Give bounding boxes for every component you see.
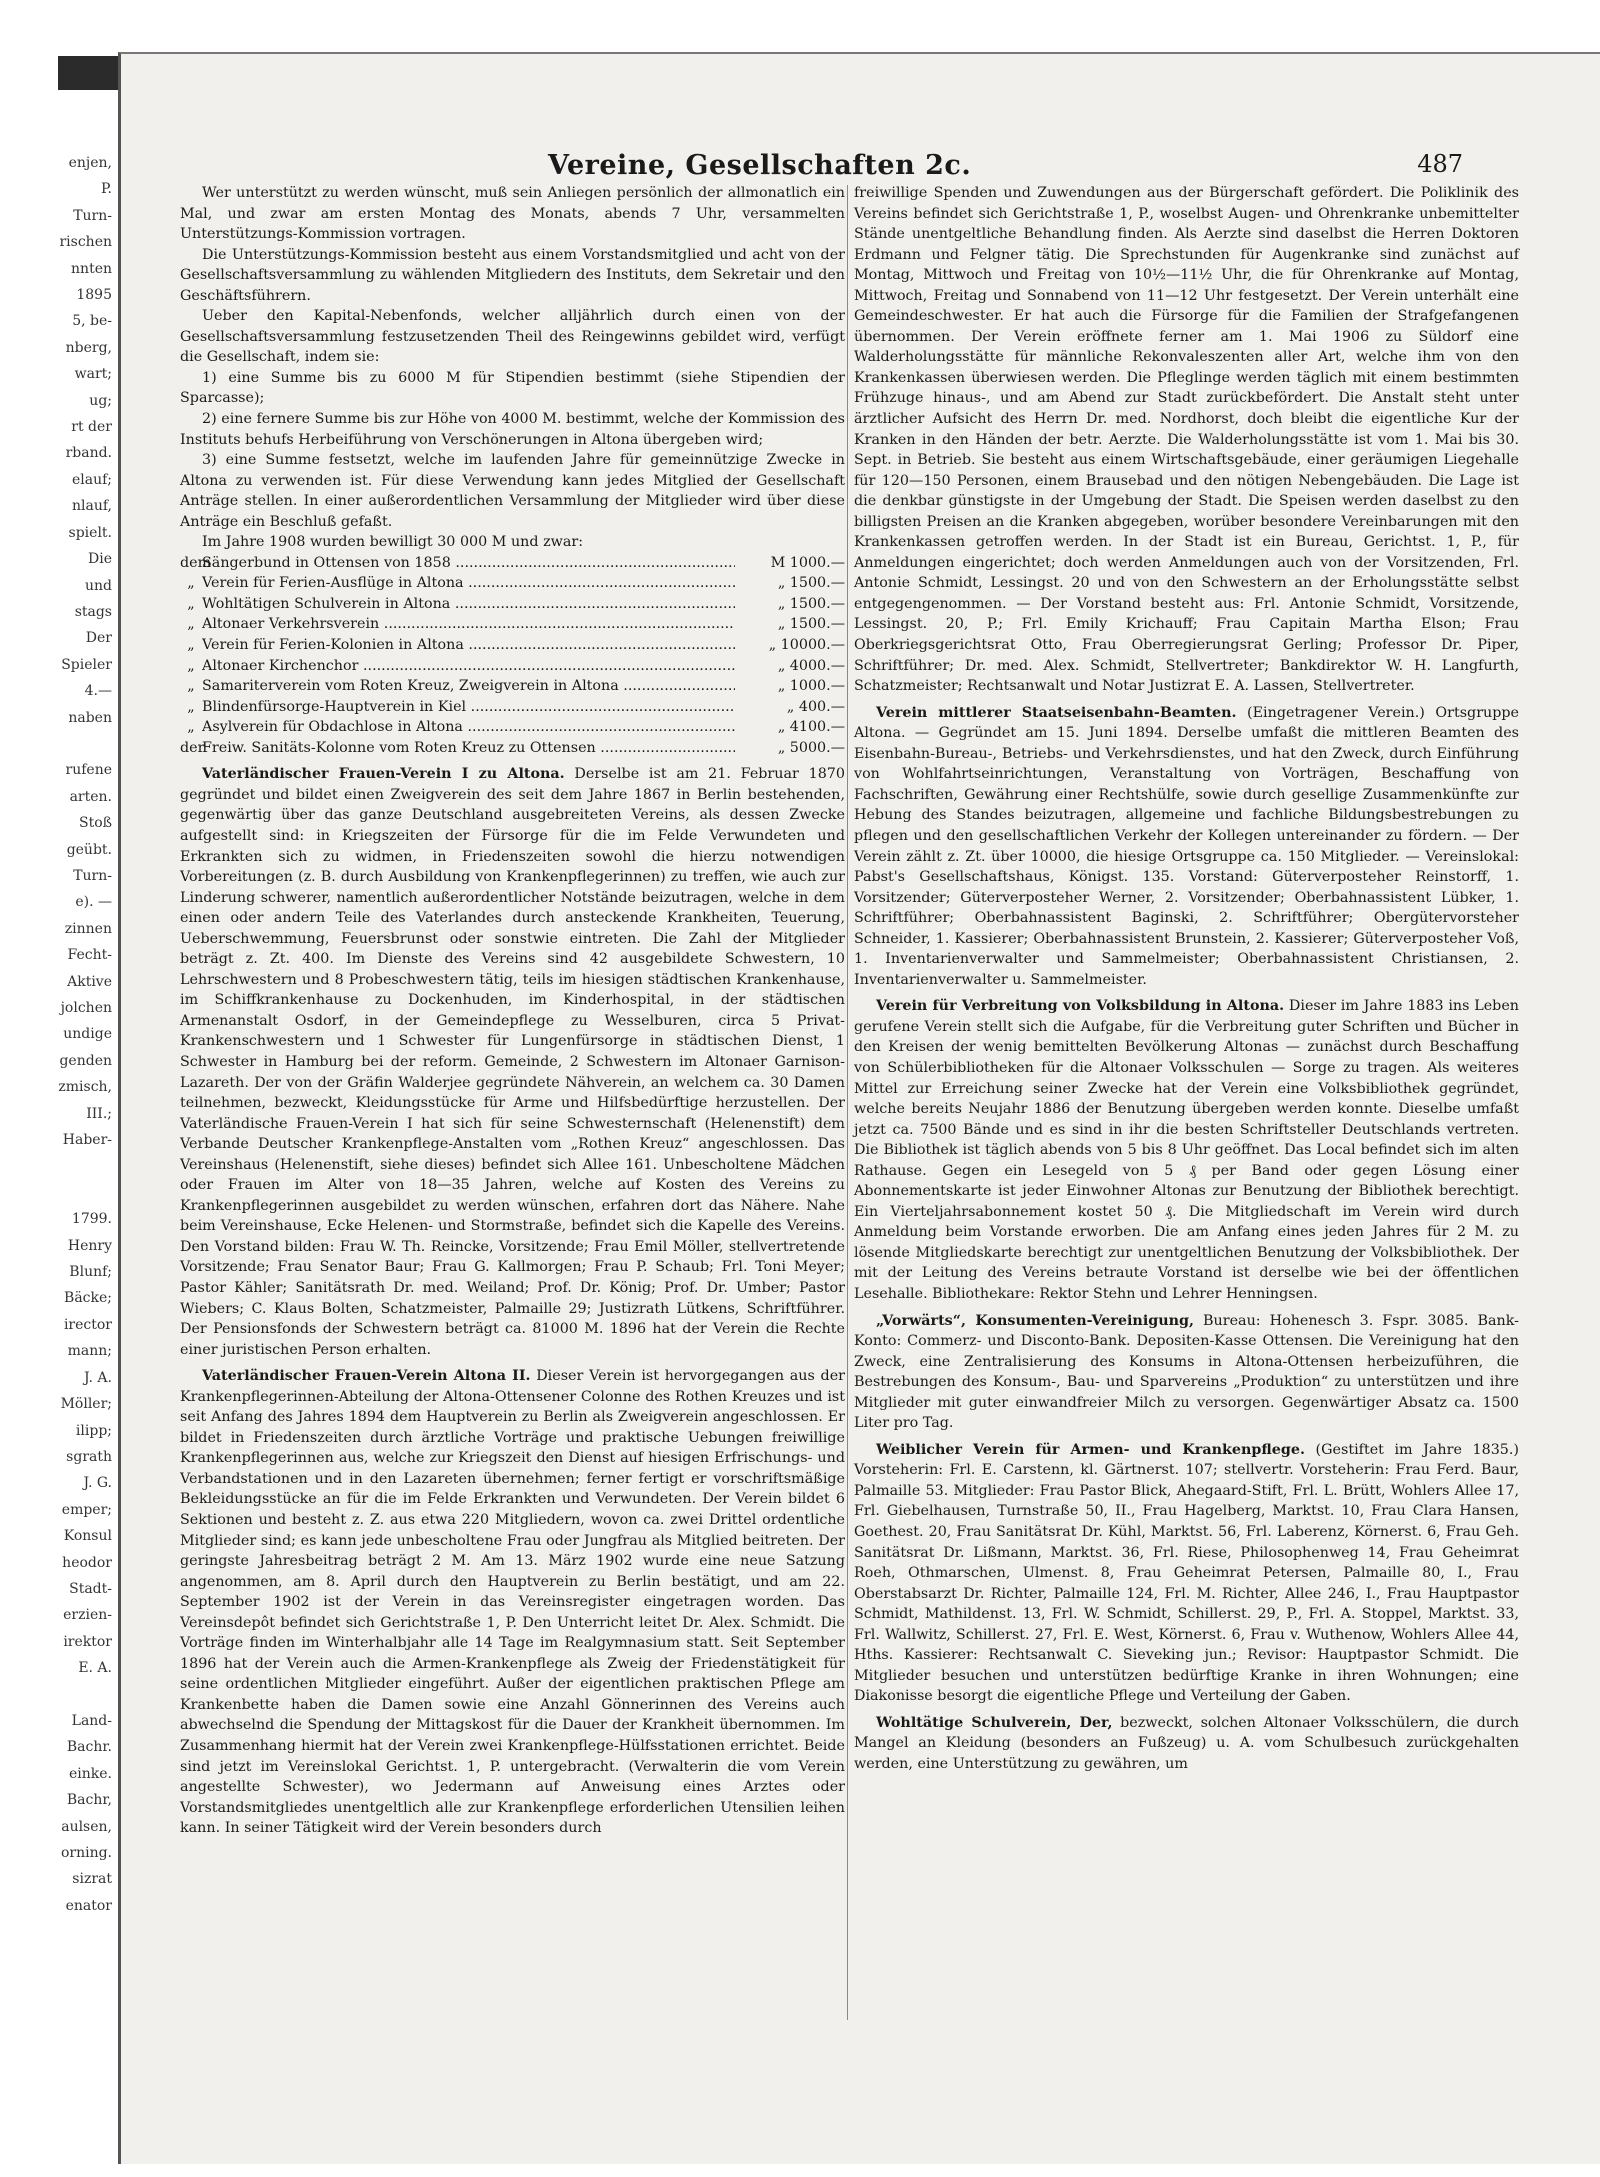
margin-fragment: Bachr, — [66, 1792, 112, 1809]
margin-fragment: jolchen — [60, 1000, 112, 1016]
margin-fragment: sgrath — [66, 1448, 112, 1465]
grant-row: „ Asylverein für Obdachlose in Altona ..... „ 4100.— — [180, 717, 845, 738]
grant-row: dem Sängerbund in Ottensen von 1858 ..... M 1000.— — [180, 553, 845, 574]
margin-fragment: Blunf; — [69, 1264, 112, 1281]
margin-fragment: rischen — [59, 234, 112, 251]
entry-body: Dieser im Jahre 1883 ins Leben gerufene Verein stellt sich die Aufgabe, für die Verbreitung guter Schriften und Bücher in den Kreisen der wenig bemittelten Bevölkerung Altonas — zunächst durch Beschaffung von Schülerbibliotheken für die Altonaer Volksschulen — Sorge zu tragen. Als weiteres Mittel zur Erreichung seiner Zwecke hat der Verein eine Volksbibliothek gegründet, welche bereits Neujahr 1886 der Benutzung übergeben werden konnte. Dieselbe umfaßt jetzt ca. 7500 Bände und es sind in ihr die besten Schriftsteller Deutschlands vertreten. Die Bibliothek ist täglich abends von 5 bis 8 Uhr geöffnet. Das Local befindet sich im alten Rathause. Gegen ein Lesegeld von 5 ₰ per Band oder gegen Lösung einer Abonnementskarte ist jeder Einwohner Altonas zur Benutzung der Bibliothek berechtigt. Ein Vierteljahrsabonnement kostet 50 ₰. Die Mitgliedschaft im Verein wird durch Anmeldung beim Vorstande erworben. Die am Anfang eines jeden Jahres für 2 M. zu lösende Mitgliedskarte berechtigt zur unentgeltlichen Benutzung der Volksbibliothek. Der mit der Leitung des Vereins betraute Vorstand ist derselbe wie bei der öffentlichen Lesehalle. Bibliothekare: Rektor Stehn und Lehrer Henningsen. — [854, 998, 1520, 1302]
margin-fragment: heodor — [62, 1554, 112, 1571]
intro-paragraph: Wer unterstützt zu werden wünscht, muß sein Anliegen persönlich der allmonatlich ein Mal, und zwar am ersten Montag des Monats, abends 7 Uhr, versammelten Unterstützungs-Kommission vortragen. — [180, 185, 845, 243]
right-column — [854, 183, 1519, 1775]
margin-fragment: Bäcke; — [64, 1290, 112, 1307]
margin-fragment: Land- — [71, 1712, 112, 1729]
margin-fragment: irector — [63, 1316, 112, 1333]
left-page-margin — [0, 150, 112, 1920]
list-item: 3) eine Summe festsetzt, welche im laufenden Jahre für gemeinnützige Zwecke in Altona zu verwenden ist. Für diese Verwendung kann jedes Mitglied der Gesellschaft Anträge stellen. In einer außerordentlichen Versammlung der Mitglieder wird über diese Anträge ein Beschluß gefaßt. — [180, 452, 845, 530]
entry-body: Derselbe ist am 21. Februar 1870 gegründet und bildet einen Zweigverein des seit dem Jahre 1867 in Berlin bestehenden, gegenwärtig über das ganze Deutschland ausgebreiteten Vereins, als dessen Zwecke aufgestellt sind: in Kriegszeiten der Fürsorge für die im Felde Verwundeten und Erkrankten sich zu widmen, in Friedenszeiten sowohl die hierzu notwendigen Vorbereitungen (z. B. durch Ausbildung von Krankenpflegerinnen) zu treffen, wie auch zur Linderung schwerer, namentlich außerordentlicher Notstände beizutragen, welche in dem einen oder andern Teile des Vaterlandes durch ansteckende Krankheiten, Teuerung, Ueberschwemmung, Feuersbrunst oder sonstwie eintreten. Die Zahl der Mitglieder beträgt z. Zt. 400. Im Dienste des Vereins sind 42 ausgebildete Schwestern, 10 Lehrschwestern und 8 Probeschwestern tätig, teils im hiesigen städtischen Krankenhause, im Schiffkrankenhause zu Dockenhuden, im Kinderhospital, in der städtischen Armenanstalt Osdorf, in der Gemeindepflege zu Wesselburen, circa 5 Privat-Krankenschwestern und 1 Schwester für Lungenfürsorge in städtischen Dienst, 1 Schwester in Hamburg bei der reform. Gemeinde, 2 Schwestern im Altonaer Garnison-Lazareth. Der von der Gräfin Walderjee gegründete Nähverein, an welchem ca. 30 Damen teilnehmen, bezweckt, Kleidungsstücke für Arme und Hilfsbedürftige herzustellen. Der Vaterländische Frauen-Verein I hat sich für seine Schwesternschaft (Helenenstift) dem Verbande Deutscher Krankenpflege-Anstalten vom „Rothen Kreuz“ angeschlossen. Das Vereinshaus (Helenenstift, siehe dieses) befindet sich Allee 161. Unbescholtene Mädchen oder Frauen im Alter von 18—35 Jahren, welche auf Kosten des Vereins zu Krankenpflegerinnen ausgebildet zu werden wünschen, erfahren dort das Nähere. Nahe beim Vereinshause, Ecke Helenen- und Stormstraße, befindet sich die Kapelle des Vereins. Den Vorstand bilden: Frau W. Th. Reincke, Vorsitzende; Frau Emil Möller, stellvertretende Vorsitzende; Frau Senator Baur; Frau G. Kallmorgen; Frau P. Schaub; Frl. Toni Meyer; Pastor Kähler; Sanitätsrath Dr. med. Weiland; Prof. Dr. König; Prof. Dr. Umber; Pastor Wiebers; C. Klaus Bolten, Schatzmeister, Palmaille 29; Justizrath Lütkens, Schriftführer. Der Pensionsfonds der Schwestern beträgt ca. 81000 M. 1896 hat der Verein die Rechte einer juristischen Person erhalten. — [180, 766, 845, 1358]
entry-heading: Wohltätige Schulverein, Der, — [876, 1714, 1113, 1731]
page-number: 487 — [1417, 150, 1463, 178]
margin-fragment: Turn- — [73, 867, 112, 884]
grant-row: „ Verein für Ferien-Ausflüge in Altona ..... „ 1500.— — [180, 573, 845, 594]
grant-row: „ Samariterverein vom Roten Kreuz, Zweigverein in Altona ..... „ 1000.— — [180, 676, 845, 697]
grant-row: „ Verein für Ferien-Kolonien in Altona ..... „ 10000.— — [180, 635, 845, 656]
margin-fragment: spielt. — [68, 524, 112, 541]
list-item: 1) eine Summe bis zu 6000 M für Stipendien bestimmt (siehe Stipendien der Sparcasse); — [180, 369, 845, 407]
margin-fragment: J. A. — [84, 1369, 112, 1386]
margin-fragment: geübt. — [66, 841, 112, 858]
margin-fragment: 4.— — [84, 683, 112, 700]
margin-fragment — [0, 1682, 112, 1708]
entry-vaterlaendischer-frauen-verein-1 — [180, 764, 845, 1360]
margin-fragment: E. A. — [78, 1660, 112, 1677]
entry-heading: Vaterländischer Frauen-Verein Altona II. — [202, 1368, 531, 1385]
entry-verein-mittlerer-staatseisenbahn-beamten — [854, 703, 1519, 991]
intro-paragraph: Die Unterstützungs-Kommission besteht aus einem Vorstandsmitglied und acht von der Gesellschaftsversammlung zu wählenden Mitgliedern des Instituts, dem Sekretair und den Geschäftsführern. — [180, 246, 845, 304]
entry-body: (Eingetragener Verein.) Ortsgruppe Altona. — Gegründet am 15. Juni 1894. Derselbe umfaßt die mittleren Beamten des Eisenbahn-Bureau-, Betriebs- und Verkehrsdienstes, und hat den Zweck, durch Einführung von Wohlfahrtseinrichtungen, Veranstaltung von Vorträgen, Beschaffung von Fachschriften, Gewährung einer Rechtshülfe, sowie durch gesellige Zusammenkünfte zur Hebung des Standes beizutragen, allgemeine und fachliche Bildungsbestrebungen zu pflegen und den gesellschaftlichen Verkehr der Kollegen untereinander zu fördern. — Der Verein zählt z. Zt. über 10000, die hiesige Ortsgruppe ca. 150 Mitglieder. — Vereinslokal: Pabst's Gesellschaftshaus, Königst. 135. Vorstand: Güterverposteher Reinstorff, 1. Vorsitzender; Güterverposteher Werner, 2. Vorsitzender; Oberbahnassistent Lübker, 1. Schriftführer; Oberbahnassistent Baginski, 2. Schriftführer; Obergütervorsteher Schneider, 1. Kassierer; Oberbahnassistent Brunstein, 2. Kassierer; Güterverposteher Voß, 1. Inventarienverwalter und Sammelmeister; Oberbahnassistent Christiansen, 2. Inventarienverwalter u. Sammelmeister. — [854, 704, 1519, 988]
entry-heading: „Vorwärts“, Konsumenten-Vereinigung, — [876, 1312, 1195, 1329]
left-column — [180, 183, 845, 1839]
margin-fragment: einke. — [69, 1765, 112, 1782]
margin-fragment: rufene — [65, 762, 112, 779]
margin-fragment: mann; — [67, 1343, 112, 1360]
margin-fragment: elauf; — [71, 471, 112, 488]
entry-heading: Vaterländischer Frauen-Verein I zu Altona. — [202, 766, 565, 783]
margin-fragment: Aktive — [67, 973, 112, 990]
margin-fragment: Stadt- — [69, 1580, 112, 1597]
margin-fragment: 1895 — [76, 287, 112, 304]
grant-row: „ Blindenfürsorge-Hauptverein in Kiel ..... „ 400.— — [180, 697, 845, 718]
margin-fragment: Konsul — [63, 1528, 112, 1545]
margin-fragment: ug; — [89, 392, 112, 409]
margin-fragment: zmisch, — [58, 1079, 112, 1096]
margin-fragment: Der — [85, 630, 112, 647]
margin-fragment: Stoß — [79, 815, 112, 832]
margin-fragment: Fecht- — [67, 947, 112, 964]
entry-weiblicher-verein — [854, 1440, 1519, 1707]
entry-heading: Verein für Verbreitung von Volksbildung in Altona. — [876, 998, 1285, 1015]
entry-body: (Gestiftet im Jahre 1835.) Vorsteherin: Frl. E. Carstenn, kl. Gärtnerst. 107; stellvertr. Vorsteherin: Frau Ferd. Baur, Palmaille 53. Mitglieder: Frau Pastor Blick, Ahegaard-Stift, Frl. L. Brütt, Wohlers Allee 17, Frl. Giebelhausen, Turnstraße 50, II., Frau Hagelberg, Marktst. 10, Frau Clara Hansen, Goethest. 20, Frau Sanitätsrat Dr. Kühl, Marktst. 56, Frl. Laberenz, Körnerst. 6, Frau Geh. Sanitätsrat Dr. Lißmann, Marktst. 36, Frl. Riese, Philosophenweg 14, Frau Geheimrat Roeh, Othmarschen, Ulmenst. 8, Frau Geheimrat Petersen, Palmaille 80, I., Frau Oberstabsarzt Dr. Richter, Palmaille 124, Frl. M. Richter, Allee 246, I., Frau Hauptpastor Schmidt, Mathildenst. 13, Frl. W. Schmidt, Schillerst. 29, P., Frl. A. Stoppel, Marktst. 33, Frl. Wallwitz, Schillerst. 27, Frl. E. West, Körnerst. 6, Frau v. Wuthenow, Wohlers Allee 44, Hths. Kassierer: Rechtsanwalt C. Sieveking jun.; Revisor: Hauptpastor Schmidt. Die Mitglieder besuchen und unterstützen bedürftige Kranke in ihren Wohnungen; eine Diakonisse besorgt die eigentliche Pflege und Verteilung der Gaben. — [854, 1441, 1520, 1705]
entry-heading: Verein mittlerer Staatseisenbahn-Beamten. — [876, 704, 1237, 721]
margin-fragment: P. — [100, 181, 112, 198]
margin-fragment: rband. — [65, 445, 112, 462]
margin-fragment: erzien- — [63, 1607, 112, 1624]
margin-fragment — [0, 1153, 112, 1179]
entry-body: Dieser Verein ist hervorgegangen aus der Krankenpflegerinnen-Abteilung der Altona-Ottensener Colonne des Rothen Kreuzes und ist seit Anfang des Jahres 1894 dem Hauptverein zu Berlin als Zweigverein angeschlossen. Er bildet in Friedenszeiten durch ärztliche Vorträge und praktische Uebungen freiwillige Krankenpflegerinnen aus, welche zur Kriegszeit den Dienst auf hiesigen Erfrischungs- und Verbandstationen und in den Lazareten übernehmen; ferner fertigt er vorschriftsmäßige Bekleidungsstücke an für die im Felde Erkrankten und Verwundeten. Der Verein bildet 6 Sektionen und besteht z. Z. aus etwa 220 Mitgliedern, wovon ca. zwei Drittel ordentliche Mitglieder sind; es kann jede unbescholtene Frau oder Jungfrau als Mitglied beitreten. Der geringste Jahresbeitrag beträgt 2 M. Am 13. März 1902 wurde eine neue Satzung angenommen, am 8. April durch den Hauptverein zu Berlin bestätigt, und am 22. September 1902 ist der Verein in das Vereinsregister eingetragen worden. Das Vereinsdepôt befindet sich Gerichtstraße 1, P. Den Unterricht leitet Dr. Alex. Schmidt. Die Vorträge finden im Winterhalbjahr alle 14 Tage im Realgymnasium statt. Seit September 1896 hat der Verein auch die Armen-Krankenpflege als Zweig der Friedenstätigkeit für seine ordentlichen Mitglieder eingeführt. Außer der eigentlichen praktischen Pflege am Krankenbette haben die Damen sowie eine Anzahl Gönnerinnen des Vereins auch abwechselnd die Spendung der Mittagskost für die Dauer der Krankheit übernommen. Im Zusammenhang hiermit hat der Verein zwei Krankenpflege-Hülfsstationen errichtet. Beide sind jetzt im Vereinslokal Gerichtst. 1, P. untergebracht. (Verwalterin die vom Verein angestellte Schwester), wo Jedermann auf Anweisung eines Arztes oder Vorstandsmitgliedes unentgeltlich alle zur Krankenpflege erforderlichen Utensilien leihen kann. In seiner Tätigkeit wird der Verein besonders durch — [180, 1368, 845, 1837]
entry-vaterlaendischer-frauen-verein-2 — [180, 1366, 845, 1839]
margin-fragment: Haber- — [62, 1132, 112, 1149]
entry-vorwaerts-konsumenten — [854, 1311, 1519, 1434]
column-divider — [847, 185, 848, 2020]
margin-fragment: Die — [88, 551, 112, 568]
grant-row: der Freiw. Sanitäts-Kolonne vom Roten Kreuz zu Ottensen ..... „ 5000.— — [180, 738, 845, 759]
margin-fragment: emper; — [61, 1501, 112, 1518]
margin-fragment: genden — [59, 1052, 112, 1069]
margin-fragment: orning. — [60, 1845, 112, 1861]
margin-fragment: stags — [74, 603, 112, 620]
margin-fragment: Möller; — [60, 1396, 112, 1413]
entry-wohltaetige-schulverein — [854, 1713, 1519, 1775]
list-item: 2) eine fernere Summe bis zur Höhe von 4000 M. bestimmt, welche der Kommission des Instituts behufs Herbeiführung von Verschönerungen in Altona übergeben wird; — [180, 411, 845, 448]
margin-fragment — [0, 731, 112, 757]
margin-fragment: und — [85, 577, 112, 594]
margin-fragment: Spieler — [61, 656, 112, 673]
margin-fragment: nlauf, — [72, 498, 112, 515]
margin-fragment: 1799. — [71, 1211, 112, 1228]
margin-fragment: ilipp; — [75, 1422, 112, 1439]
grant-row: „ Wohltätigen Schulverein in Altona ..... „ 1500.— — [180, 594, 845, 615]
margin-fragment: undige — [63, 1026, 112, 1043]
intro-paragraph: Ueber den Kapital-Nebenfonds, welcher alljährlich durch einen von der Gesellschaftsversammlung festzusetzenden Theil des Reingewinns gebildet wird, verfügt die Gesellschaft, indem sie: — [180, 308, 845, 366]
entry-verein-volksbildung — [854, 996, 1519, 1304]
margin-fragment: zinnen — [64, 920, 112, 937]
margin-fragment: III.; — [86, 1105, 112, 1122]
margin-fragment: arten. — [69, 788, 112, 805]
margin-fragment — [0, 1180, 112, 1206]
margin-fragment: Turn- — [73, 207, 112, 224]
margin-fragment: J. G. — [83, 1475, 112, 1492]
margin-fragment: naben — [68, 709, 112, 726]
grant-row: „ Altonaer Kirchenchor ..... „ 4000.— — [180, 656, 845, 677]
margin-fragment: nberg, — [65, 339, 112, 356]
margin-fragment: irektor — [63, 1633, 112, 1650]
margin-fragment: 5, be- — [72, 313, 112, 330]
margin-fragment: wart; — [74, 366, 112, 383]
grant-row: „ Altonaer Verkehrsverein ..... „ 1500.— — [180, 614, 845, 635]
margin-fragment: enjen, — [68, 155, 112, 171]
entry-body: Bureau: Hohenesch 3. Fspr. 3085. Bank-Konto: Commerz- und Disconto-Bank. Depositen-Kasse Ottensen. Die Vereinigung hat den Zweck, eine Zentralisierung des Konsums in Altona-Ottensen herbeizuführen, die Bestrebungen des Konsum-, Bau- und Sparvereins „Produktion“ zu unterstützen und ihre Mitglieder mit guter einwandfreier Milch zu versorgen. Gegenwärtiger Absatz ca. 1500 Liter pro Tag. — [854, 1312, 1519, 1432]
margin-fragment: rt der — [71, 419, 112, 436]
continuation-paragraph: freiwillige Spenden und Zuwendungen aus der Bürgerschaft gefördert. Die Poliklinik des Vereins befindet sich Gerichtstraße 1, P., woselbst Augen- und Ohrenkranke unbemittelter Stände unentgeltliche Behandlung finden. Als Aerzte sind daselbst die Herren Doktoren Erdmann und Felgner tätig. Die Sprechstunden für Augenkranke sind zunächst auf Montag, Mittwoch und Freitag von 10½—11½ Uhr, die für Ohrenkranke auf Montag, Mittwoch, Freitag und Sonnabend von 11—12 Uhr festgesetzt. Der Verein unterhält eine Gemeindeschwester. Er hat auch die Fürsorge für die Familien der Strafgefangenen übernommen. Der Verein eröffnete ferner am 1. Mai 1906 zu Süldorf eine Walderholungsstätte für männliche Rekonvaleszenten aller Art, welche ihm von den Krankenkassen überwiesen werden. Die Pfleglinge werden täglich mit einem bestimmten Frühzuge hinaus-, und am Abend zur Stadt zurückbefördert. Die Anstalt steht unter ärztlicher Aufsicht des Herrn Dr. med. Nordhorst, doch bleibt die eigentliche Kur der Kranken in den Händen der betr. Aerzte. Die Walderholungsstätte ist vom 1. Mai bis 30. Sept. in Betrieb. Sie besteht aus einem Wirtschaftsgebäude, einer geräumigen Liegehalle für 120—150 Personen, einem Brausebad und den nötigen Nebengebäuden. Die Lage ist die denkbar günstigste in der Umgebung der Stadt. Die Speisen werden daselbst zu den billigsten Preisen an die Kranken abgegeben, worüber besondere Vereinbarungen mit den Krankenkassen getroffen werden. In der Stadt ist ein Bureau, Gerichtst. 1, P., für Anmeldungen eingerichtet; doch werden Anmeldungen auch von der Vorsitzenden, Frl. Antonie Schmidt, Lessingst. 20 und von den Schwestern an der Erholungsstätte selbst entgegengenommen. — Der Vorstand besteht aus: Frl. Antonie Schmidt, Vorsitzende, Lessingst. 20, P.; Frl. Emily Krichauff; Frau Capitain Martha Elson; Frau Oberkriegsgerichtsrat Otto, Frau Oberregierungsrat Gerling; Professor Dr. Piper, Schriftführer; Dr. med. Alex. Schmidt, Stellvertreter; Bankdirektor W. H. Langfurth, Schatzmeister; Rechtsanwalt und Notar Justizrat E. A. Lassen, Stellvertreter. — [854, 185, 1519, 695]
margin-fragment: Bachr. — [66, 1739, 112, 1756]
margin-fragment: e). — — [75, 894, 112, 911]
page-title: Vereine, Gesellschaften 2c. — [548, 150, 972, 181]
margin-fragment — [0, 1919, 112, 1920]
margin-fragment: aulsen, — [61, 1818, 112, 1835]
margin-fragment: enator — [65, 1897, 112, 1914]
margin-fragment: nnten — [71, 260, 112, 277]
grants-list — [180, 553, 845, 758]
margin-fragment: sizrat — [72, 1871, 112, 1888]
margin-fragment: Henry — [67, 1237, 112, 1254]
entry-heading: Weiblicher Verein für Armen- und Krankenpflege. — [876, 1441, 1305, 1458]
entry-body: bezweckt, solchen Altonaer Volksschülern, die durch Mangel an Kleidung (besonders an Fußzeug) u. A. vom Schulbesuch zurückgehalten werden, eine Unterstützung zu gewähren, um — [854, 1714, 1520, 1773]
grants-intro: Im Jahre 1908 wurden bewilligt 30 000 M und zwar: — [202, 534, 584, 551]
